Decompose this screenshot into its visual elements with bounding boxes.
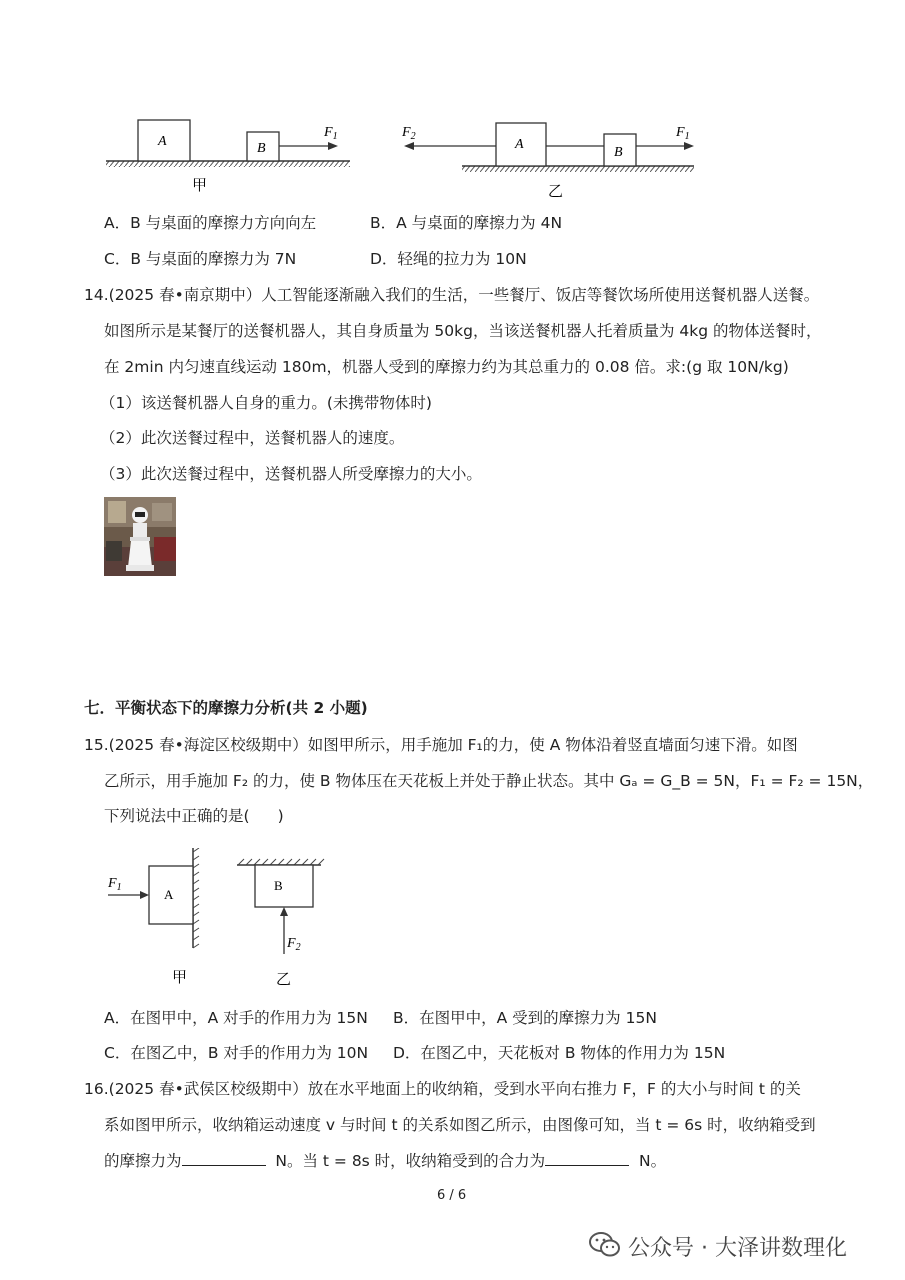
label-yi: 乙 (548, 184, 564, 198)
q16-stem-line-2: 系如图甲所示，收纳箱运动速度 v 与时间 t 的关系如图乙所示，由图像可知，当 t = 6s 时，收纳箱受到 (104, 1116, 816, 1134)
q14-subquestion-3: （3）此次送餐过程中，送餐机器人所受摩擦力的大小。 (100, 465, 482, 483)
fig15-yi (237, 859, 324, 988)
q14-subquestion-1: （1）该送餐机器人自身的重力。(未携带物体时) (100, 394, 432, 412)
block-b-15-label: B (274, 878, 283, 893)
q16-blank-1[interactable] (182, 1151, 266, 1166)
q16-text-a: 的摩擦力为 (104, 1152, 182, 1170)
page-number: 6 / 6 (437, 1188, 467, 1203)
q14-stem-line-2: 如图所示是某餐厅的送餐机器人，其自身质量为 50kg，当该送餐机器人托着质量为 4kg 的物体送餐时， (104, 322, 822, 340)
q16-text-b: N。当 t = 8s 时，收纳箱受到的合力为 (275, 1152, 546, 1170)
q13-figure (100, 112, 700, 198)
force-f1-label: $F_1$ (324, 125, 338, 142)
block-a-15-label: A (164, 887, 174, 902)
q15-option-d: D．在图乙中，天花板对 B 物体的作用力为 15N (393, 1044, 726, 1062)
q15-option-b: B．在图甲中，A 受到的摩擦力为 15N (393, 1009, 657, 1027)
q14-subquestion-2: （2）此次送餐过程中，送餐机器人的速度。 (100, 429, 405, 447)
q16-stem-line-1: 16.(2025 春•武侯区校级期中）放在水平地面上的收纳箱，受到水平向右推力 F，F 的大小与时间 t 的关 (84, 1080, 801, 1098)
block-a-label: A (158, 134, 167, 149)
q15-option-a: A．在图甲中，A 对手的作用力为 15N (104, 1009, 368, 1027)
fig13-yi (401, 123, 694, 198)
q15-option-c: C．在图乙中，B 对手的作用力为 10N (104, 1044, 369, 1062)
wechat-icon (588, 1230, 622, 1260)
robot-photo (104, 497, 176, 576)
q15-stem-paren: ) (277, 807, 284, 825)
q13-option-c: C．B 与桌面的摩擦力为 7N (104, 250, 297, 268)
arrow-f2-15 (280, 907, 288, 916)
force-f2-label: $F_2$ (402, 125, 416, 142)
force-f1-15-label: $F_1$ (108, 876, 122, 893)
q16-blank-2[interactable] (545, 1151, 629, 1166)
arrow-f2 (404, 142, 414, 150)
arrow-f1 (328, 142, 338, 150)
block-b-label: B (257, 141, 266, 156)
q15-stem-line-2: 乙所示，用手施加 F₂ 的力，使 B 物体压在天花板上并处于静止状态。其中 Gₐ = G_B = 5N，F₁ = F₂ = 15N， (104, 772, 874, 790)
arrow-f1-15 (140, 891, 149, 899)
fig13-jia (106, 120, 350, 194)
q15-stem-text: 下列说法中正确的是( (104, 807, 250, 825)
q16-stem-line-3 (104, 1151, 666, 1171)
q15-stem-line-3 (104, 806, 284, 826)
label-yi-15: 乙 (276, 972, 292, 988)
q16-text-c: N。 (639, 1152, 667, 1170)
force-f2-15-label: $F_2$ (287, 936, 301, 953)
section-7-title: 七．平衡状态下的摩擦力分析(共 2 小题) (84, 699, 368, 717)
arrow-f1-yi (684, 142, 694, 150)
q15-stem-line-1: 15.(2025 春•海淀区校级期中）如图甲所示，用手施加 F₁的力，使 A 物体沿着竖直墙面匀速下滑。如图 (84, 736, 798, 754)
q15-figure (104, 848, 334, 990)
q13-option-a: A．B 与桌面的摩擦力方向向左 (104, 214, 317, 232)
block-b-15 (255, 865, 313, 907)
watermark-text: 公众号 · 大泽讲数理化 (628, 1236, 847, 1261)
q14-stem-line-3: 在 2min 内匀速直线运动 180m，机器人受到的摩擦力约为其总重力的 0.08 倍。求:(g 取 10N/kg) (104, 358, 789, 376)
block-b-yi-label: B (614, 145, 623, 160)
force-f1-yi-label: $F_1$ (676, 125, 690, 142)
label-jia-15: 甲 (172, 970, 188, 986)
q14-stem-line-1: 14.(2025 春•南京期中）人工智能逐渐融入我们的生活，一些餐厅、饭店等餐饮场所使用送餐机器人送餐。 (84, 286, 820, 304)
q13-option-b: B．A 与桌面的摩擦力为 4N (370, 214, 563, 232)
block-a-yi-label: A (515, 137, 524, 152)
fig15-jia (107, 848, 199, 986)
label-jia: 甲 (192, 178, 208, 194)
q13-option-d: D．轻绳的拉力为 10N (370, 250, 527, 268)
